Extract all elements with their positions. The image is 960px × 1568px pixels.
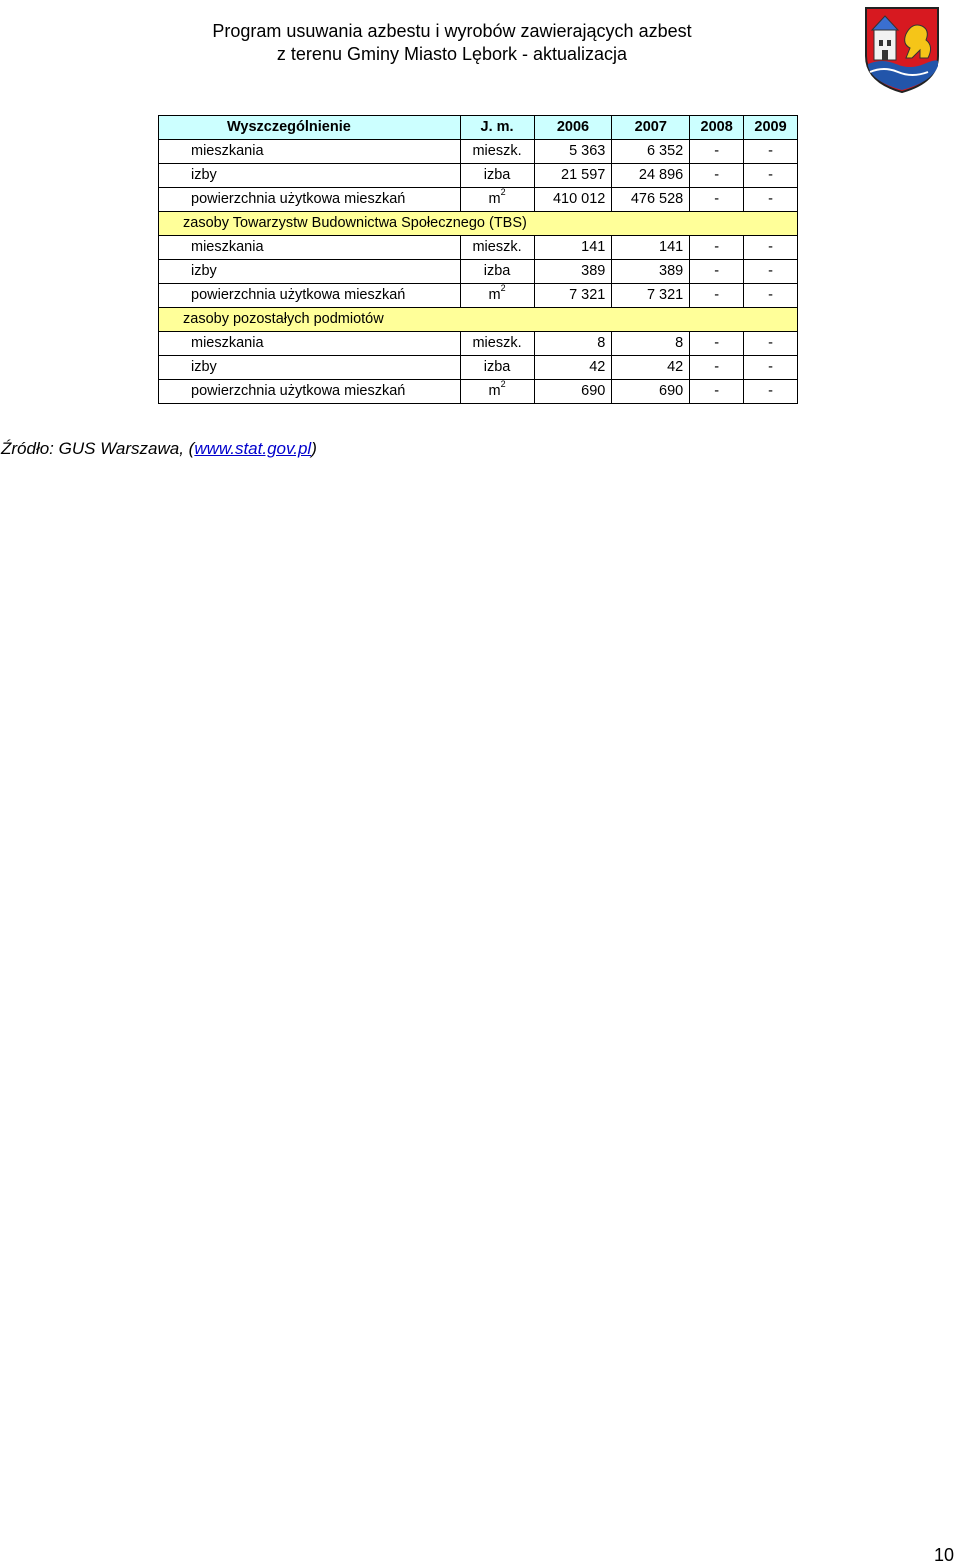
- header-line-1: Program usuwania azbestu i wyrobów zawierających azbest: [212, 21, 692, 41]
- row-unit: mieszk.: [460, 140, 534, 164]
- document-header: [0, 20, 904, 66]
- value-2007: 690: [612, 380, 690, 404]
- row-unit: mieszk.: [460, 332, 534, 356]
- column-header-2009: 2009: [744, 116, 798, 140]
- value-2008: -: [690, 236, 744, 260]
- value-2009: -: [744, 164, 798, 188]
- group-row-tbs: [159, 212, 798, 236]
- table-row: [159, 332, 798, 356]
- value-2009: -: [744, 332, 798, 356]
- value-2009: -: [744, 140, 798, 164]
- row-label: mieszkania: [159, 236, 461, 260]
- row-label: mieszkania: [159, 332, 461, 356]
- column-header-2007: 2007: [612, 116, 690, 140]
- row-label: powierzchnia użytkowa mieszkań: [159, 284, 461, 308]
- value-2006: 410 012: [534, 188, 612, 212]
- value-2006: 21 597: [534, 164, 612, 188]
- column-header-2006: 2006: [534, 116, 612, 140]
- row-unit: mieszk.: [460, 236, 534, 260]
- row-unit: $m^2$: [460, 284, 534, 308]
- value-2007: 389: [612, 260, 690, 284]
- value-2009: -: [744, 284, 798, 308]
- page-number: 10: [934, 1545, 955, 1565]
- column-header-2008: 2008: [690, 116, 744, 140]
- value-2006: 7 321: [534, 284, 612, 308]
- value-2006: 141: [534, 236, 612, 260]
- value-2008: -: [690, 356, 744, 380]
- row-unit: izba: [460, 260, 534, 284]
- row-label: powierzchnia użytkowa mieszkań: [159, 380, 461, 404]
- row-label: izby: [159, 260, 461, 284]
- value-2007: 24 896: [612, 164, 690, 188]
- source-link[interactable]: www.stat.gov.pl: [194, 439, 312, 458]
- value-2008: -: [690, 188, 744, 212]
- source-suffix: ): [311, 439, 317, 458]
- group-label: zasoby Towarzystw Budownictwa Społecznego (TBS): [159, 212, 798, 236]
- housing-stock-table: [158, 115, 798, 404]
- row-unit: izba: [460, 164, 534, 188]
- value-2006: 5 363: [534, 140, 612, 164]
- value-2009: -: [744, 188, 798, 212]
- value-2007: 42: [612, 356, 690, 380]
- header-line-2: z terenu Gminy Miasto Lębork - aktualizacja: [276, 44, 628, 64]
- row-unit: $m^2$: [460, 188, 534, 212]
- coat-of-arms-icon: [862, 4, 942, 94]
- table-row: [159, 164, 798, 188]
- row-label: powierzchnia użytkowa mieszkań: [159, 188, 461, 212]
- table-row: [159, 284, 798, 308]
- table-row: [159, 380, 798, 404]
- table-row: [159, 188, 798, 212]
- row-unit: $m^2$: [460, 380, 534, 404]
- value-2007: 7 321: [612, 284, 690, 308]
- row-label: mieszkania: [159, 140, 461, 164]
- value-2007: 141: [612, 236, 690, 260]
- value-2008: -: [690, 260, 744, 284]
- value-2007: 476 528: [612, 188, 690, 212]
- table-header-row: [159, 116, 798, 140]
- source-prefix: Źródło: GUS Warszawa, (: [1, 439, 195, 458]
- value-2008: -: [690, 140, 744, 164]
- group-label: zasoby pozostałych podmiotów: [159, 308, 798, 332]
- row-label: izby: [159, 164, 461, 188]
- column-header-item: Wyszczególnienie: [159, 116, 461, 140]
- row-label: izby: [159, 356, 461, 380]
- row-unit: izba: [460, 356, 534, 380]
- value-2009: -: [744, 236, 798, 260]
- value-2008: -: [690, 284, 744, 308]
- value-2007: 8: [612, 332, 690, 356]
- table-row: [159, 140, 798, 164]
- value-2008: -: [690, 380, 744, 404]
- value-2008: -: [690, 332, 744, 356]
- table-row: [159, 356, 798, 380]
- value-2006: 389: [534, 260, 612, 284]
- value-2009: -: [744, 356, 798, 380]
- value-2009: -: [744, 260, 798, 284]
- group-row-other: [159, 308, 798, 332]
- value-2007: 6 352: [612, 140, 690, 164]
- value-2006: 690: [534, 380, 612, 404]
- table-row: [159, 236, 798, 260]
- column-header-unit: J. m.: [460, 116, 534, 140]
- value-2006: 8: [534, 332, 612, 356]
- value-2006: 42: [534, 356, 612, 380]
- table-row: [159, 260, 798, 284]
- value-2008: -: [690, 164, 744, 188]
- source-note: [1, 439, 317, 459]
- value-2009: -: [744, 380, 798, 404]
